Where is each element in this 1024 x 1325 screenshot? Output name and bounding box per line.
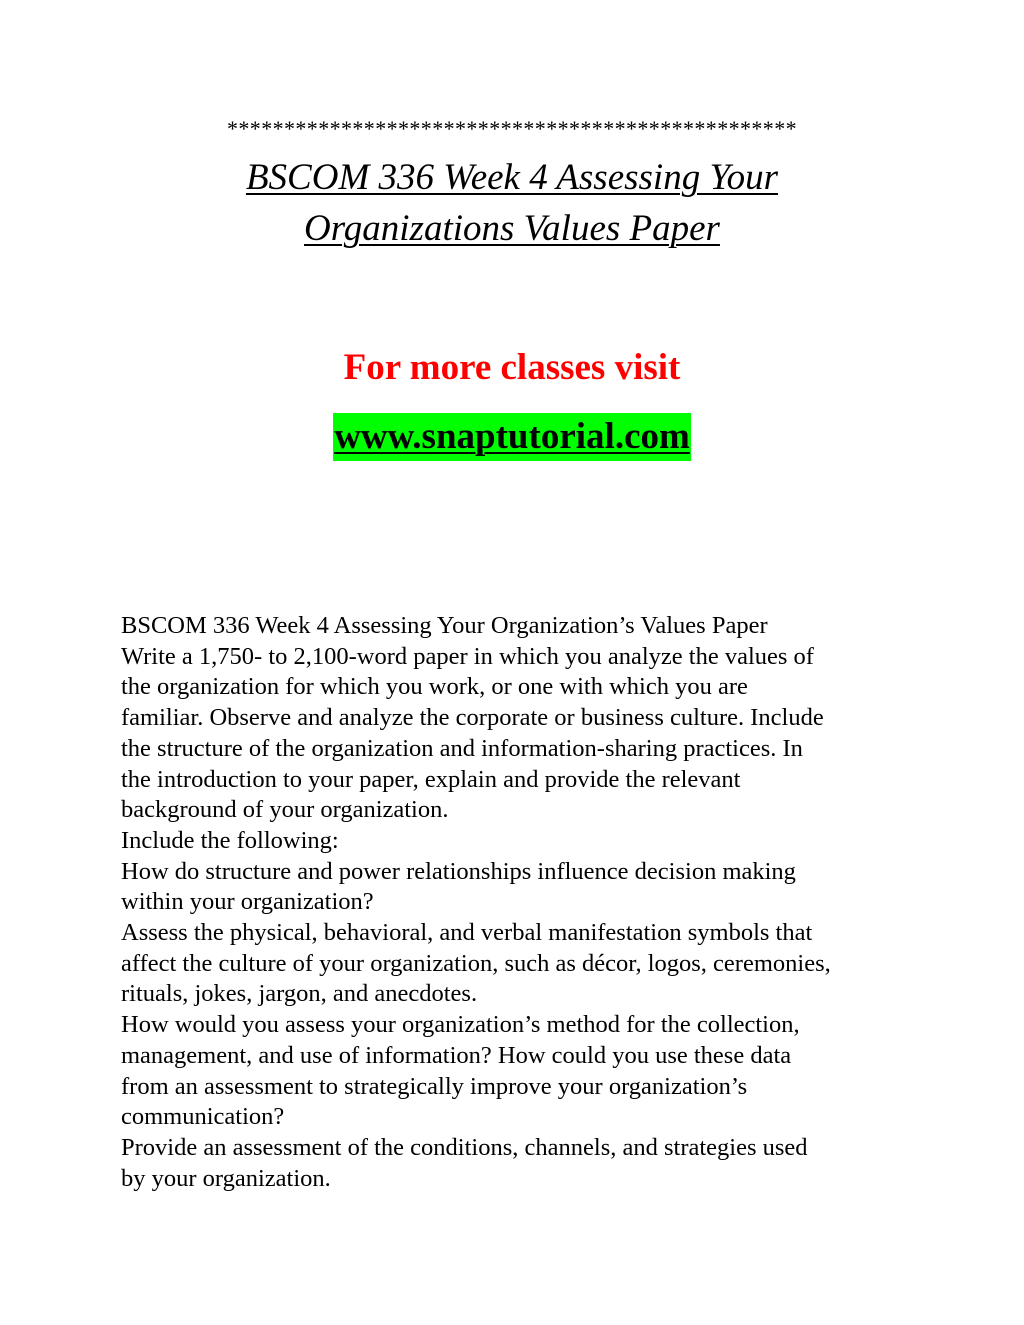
promo-url-link[interactable]: www.snaptutorial.com	[333, 413, 691, 461]
body-line: BSCOM 336 Week 4 Assessing Your Organization’s Values Paper	[121, 612, 768, 639]
body-line: the structure of the organization and information-sharing practices. In	[121, 734, 803, 762]
body-line: familiar. Observe and analyze the corporate or business culture. Include	[121, 704, 824, 732]
body-line: Include the following:	[121, 826, 339, 854]
body-line: How would you assess your organization’s method for the collection,	[121, 1011, 800, 1039]
promo-url-container	[0, 413, 1024, 461]
body-line: Write a 1,750- to 2,100-word paper in which you analyze the values of	[121, 642, 814, 670]
body-line: rituals, jokes, jargon, and anecdotes.	[121, 980, 478, 1008]
promo-text: For more classes visit	[343, 347, 681, 388]
body-line: from an assessment to strategically improve your organization’s	[121, 1072, 748, 1100]
body-text	[121, 611, 921, 1194]
body-line: Provide an assessment of the conditions, channels, and strategies used	[121, 1133, 808, 1161]
star-separator: **************************************************	[227, 116, 797, 141]
body-line: affect the culture of your organization, such as décor, logos, ceremonies,	[121, 949, 831, 977]
body-line: management, and use of information? How could you use these data	[121, 1041, 792, 1069]
title-line-1: BSCOM 336 Week 4 Assessing Your	[245, 157, 779, 198]
body-line: Assess the physical, behavioral, and verbal manifestation symbols that	[121, 919, 813, 947]
body-line: the introduction to your paper, explain and provide the relevant	[121, 765, 741, 793]
document-title	[0, 152, 1024, 254]
body-line: communication?	[121, 1103, 285, 1131]
body-line: the organization for which you work, or one with which you are	[121, 673, 748, 701]
body-line: How do structure and power relationships influence decision making	[121, 857, 796, 885]
body-line: background of your organization.	[121, 796, 449, 824]
title-line-2: Organizations Values Paper	[304, 208, 720, 249]
body-line: within your organization?	[121, 888, 374, 916]
body-line: by your organization.	[121, 1164, 331, 1192]
